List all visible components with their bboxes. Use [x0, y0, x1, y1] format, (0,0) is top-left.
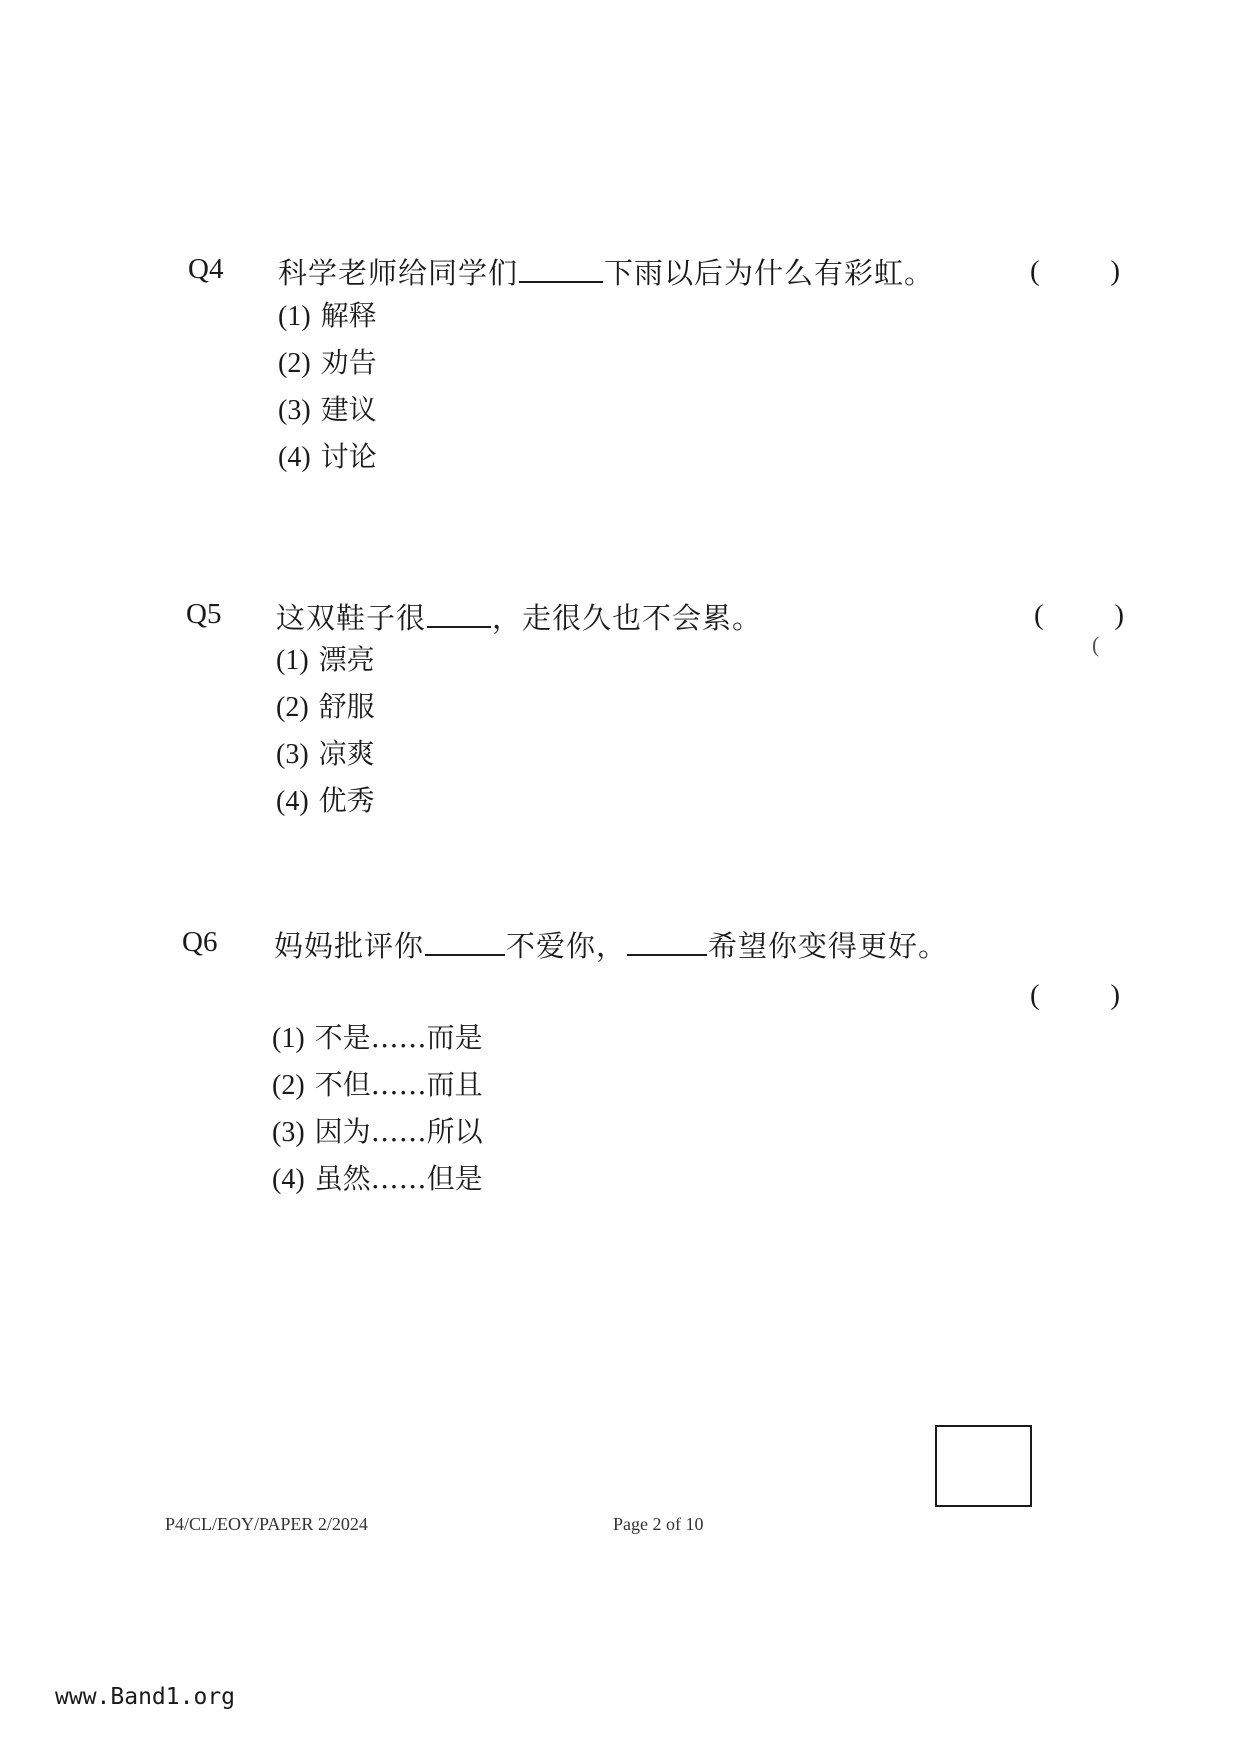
bracket-close: ) — [1110, 255, 1120, 287]
option-number: (2) — [272, 1070, 305, 1101]
question-stem — [278, 255, 934, 288]
option-number: (4) — [278, 442, 311, 473]
stray-pen-mark: ( — [1092, 632, 1100, 657]
stem-text: 下雨以后为什么有彩虹。 — [604, 256, 935, 290]
answer-blank — [627, 928, 707, 956]
option-item — [278, 346, 377, 379]
stem-text: ，走很久也不会累。 — [492, 601, 763, 635]
answer-bracket[interactable] — [1034, 598, 1124, 632]
option-number: (3) — [272, 1117, 305, 1148]
option-number: (4) — [276, 786, 309, 817]
answer-bracket[interactable] — [1030, 254, 1120, 288]
option-text: 不但……而且 — [314, 1068, 483, 1101]
option-item — [276, 737, 375, 770]
bracket-open: ( — [1030, 979, 1040, 1011]
stem-text: 不爱你， — [506, 929, 627, 963]
answer-blank — [425, 928, 505, 956]
answer-bracket[interactable] — [1030, 978, 1120, 1012]
option-number: (3) — [276, 739, 309, 770]
stem-text: 这双鞋子很 — [276, 601, 427, 635]
option-item — [278, 299, 377, 332]
option-text: 漂亮 — [318, 643, 375, 676]
option-text: 优秀 — [318, 784, 375, 817]
question-stem — [276, 600, 762, 633]
bracket-open: ( — [1030, 255, 1040, 287]
stem-text: 妈妈批评你 — [274, 929, 425, 963]
option-number: (2) — [276, 692, 309, 723]
stem-text: 科学老师给同学们 — [278, 256, 519, 290]
option-item — [272, 1162, 483, 1195]
option-item — [272, 1068, 483, 1101]
answer-blank — [427, 600, 491, 628]
option-number: (2) — [278, 348, 311, 379]
option-text: 凉爽 — [318, 737, 375, 770]
option-text: 解释 — [320, 299, 377, 332]
stem-text: 希望你变得更好。 — [708, 929, 949, 963]
option-item — [276, 690, 375, 723]
option-item — [276, 784, 375, 817]
paper-code: P4/CL/EOY/PAPER 2/2024 — [165, 1514, 368, 1534]
option-number: (1) — [278, 301, 311, 332]
question-number: Q6 — [182, 926, 218, 958]
watermark-text: www.Band1.org — [55, 1684, 236, 1710]
option-text: 舒服 — [318, 690, 375, 723]
option-number: (1) — [272, 1023, 305, 1054]
bracket-close: ) — [1114, 599, 1124, 631]
option-item — [278, 393, 377, 426]
option-item — [276, 643, 375, 676]
option-text: 虽然……但是 — [314, 1162, 483, 1195]
option-item — [278, 440, 377, 473]
option-number: (1) — [276, 645, 309, 676]
option-text: 劝告 — [320, 346, 377, 379]
option-text: 因为……所以 — [314, 1115, 483, 1148]
answer-blank — [519, 255, 603, 283]
option-item — [272, 1021, 483, 1054]
bracket-close: ) — [1110, 979, 1120, 1011]
bracket-open: ( — [1034, 599, 1044, 631]
question-number: Q4 — [188, 253, 224, 285]
option-number: (3) — [278, 395, 311, 426]
option-item — [272, 1115, 483, 1148]
option-text: 不是……而是 — [314, 1021, 483, 1054]
score-box[interactable] — [935, 1425, 1032, 1507]
option-text: 讨论 — [320, 440, 377, 473]
option-number: (4) — [272, 1164, 305, 1195]
page-number: Page 2 of 10 — [613, 1514, 704, 1534]
question-number: Q5 — [186, 598, 222, 630]
option-text: 建议 — [320, 393, 377, 426]
question-stem — [274, 928, 948, 961]
